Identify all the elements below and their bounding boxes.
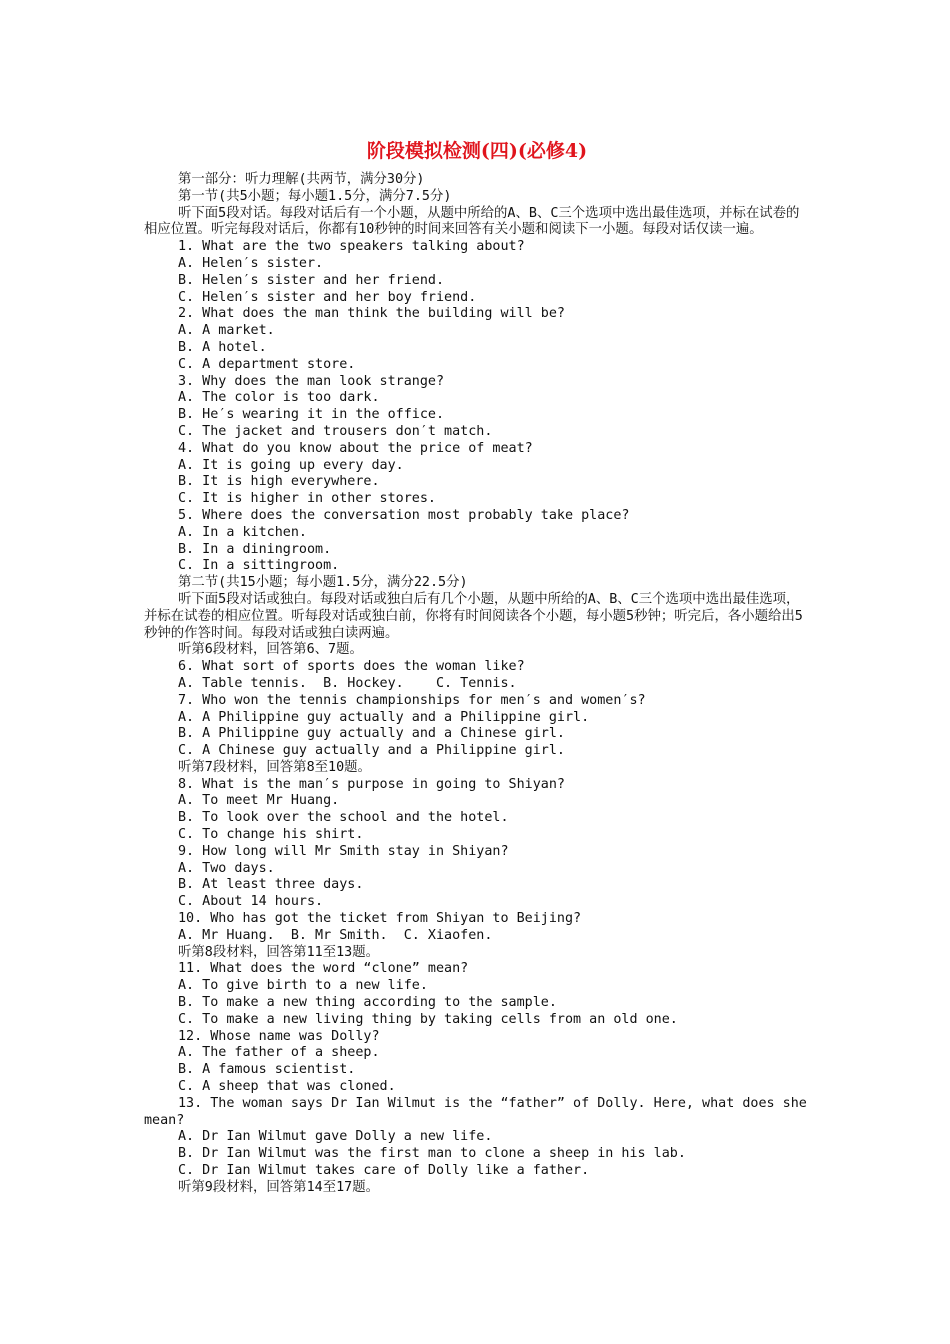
text-line: 10. Who has got the ticket from Shiyan to Beijing? xyxy=(178,911,582,927)
text-line: C. In a sittingroom. xyxy=(178,558,340,574)
text-line: C. The jacket and trousers don′t match. xyxy=(178,423,493,439)
text-line: 听第9段材料，回答第14至17题。 xyxy=(178,1179,379,1195)
text-line: 听下面5段对话。每段对话后有一个小题，从题中所给的A、B、C三个选项中选出最佳选项，并标在试卷的相应位置。听完每段对话后，你都有10秒钟的时间来回答有关小题和阅读下一小题。每段对话仅读一遍。 xyxy=(144,205,800,238)
text-line: A. In a kitchen. xyxy=(178,524,307,540)
document-page xyxy=(144,138,815,1197)
text-line: C. Dr Ian Wilmut takes care of Dolly like a father. xyxy=(178,1163,590,1179)
text-line: 听第7段材料，回答第8至10题。 xyxy=(178,759,371,775)
document-body xyxy=(144,172,815,1197)
text-line: 听第6段材料，回答第6、7题。 xyxy=(178,642,363,658)
text-line: 9. How long will Mr Smith stay in Shiyan? xyxy=(178,843,509,859)
text-line: C. To make a new living thing by taking cells from an old one. xyxy=(178,1011,678,1027)
text-line: 11. What does the word “clone” mean? xyxy=(178,961,469,977)
text-line: 1. What are the two speakers talking about? xyxy=(178,239,525,255)
page-title: 阶段模拟检测(四)(必修4) xyxy=(366,140,588,162)
text-line: 12. Whose name was Dolly? xyxy=(178,1028,380,1044)
text-line: A. It is going up every day. xyxy=(178,457,404,473)
text-line: A. Mr Huang. B. Mr Smith. C. Xiaofen. xyxy=(178,927,493,943)
text-line: B. To make a new thing according to the sample. xyxy=(178,995,557,1011)
text-line: C. It is higher in other stores. xyxy=(178,491,436,507)
text-line: 5. Where does the conversation most probably take place? xyxy=(178,507,630,523)
text-line: B. It is high everywhere. xyxy=(178,474,380,490)
text-line: 7. Who won the tennis championships for men′s and women′s? xyxy=(178,692,646,708)
text-line: 4. What do you know about the price of meat? xyxy=(178,440,533,456)
text-line: A. Helen′s sister. xyxy=(178,255,324,271)
text-line: 3. Why does the man look strange? xyxy=(178,373,445,389)
text-line: A. To give birth to a new life. xyxy=(178,978,428,994)
text-line: A. The father of a sheep. xyxy=(178,1045,380,1061)
text-line: 2. What does the man think the building will be? xyxy=(178,306,565,322)
text-line: C. A department store. xyxy=(178,356,356,372)
text-line: A. Table tennis. B. Hockey. C. Tennis. xyxy=(178,675,517,691)
text-line: 第一节(共5小题；每小题1.5分，满分7.5分) xyxy=(178,188,452,204)
text-line: B. Dr Ian Wilmut was the first man to clone a sheep in his lab. xyxy=(178,1146,686,1162)
text-line: A. The color is too dark. xyxy=(178,390,380,406)
text-line: C. A Chinese guy actually and a Philippine girl. xyxy=(178,743,565,759)
text-line: C. To change his shirt. xyxy=(178,827,364,843)
text-line: B. A hotel. xyxy=(178,339,267,355)
text-line: A. Two days. xyxy=(178,860,275,876)
text-line: 听下面5段对话或独白。每段对话或独白后有几个小题，从题中所给的A、B、C三个选项中选出最佳选项，并标在试卷的相应位置。听每段对话或独白前，你将有时间阅读各个小题，每小题5秒钟；听完后，各小题给出5秒钟的作答时间。每段对话或独白读两遍。 xyxy=(144,591,803,641)
text-line: A. To meet Mr Huang. xyxy=(178,793,340,809)
text-line: 第二节(共15小题；每小题1.5分，满分22.5分) xyxy=(178,575,468,591)
text-line: B. A famous scientist. xyxy=(178,1062,356,1078)
text-line: B. To look over the school and the hotel. xyxy=(178,810,509,826)
text-line: 听第8段材料，回答第11至13题。 xyxy=(178,944,379,960)
text-line: 6. What sort of sports does the woman like? xyxy=(178,659,525,675)
text-line: B. At least three days. xyxy=(178,877,364,893)
text-line: 13. The woman says Dr Ian Wilmut is the “father” of Dolly. Here, what does she mean? xyxy=(144,1095,815,1128)
text-line: A. A market. xyxy=(178,323,275,339)
text-line: C. Helen′s sister and her boy friend. xyxy=(178,289,477,305)
text-line: C. About 14 hours. xyxy=(178,894,324,910)
text-line: B. Helen′s sister and her friend. xyxy=(178,272,445,288)
text-line: B. He′s wearing it in the office. xyxy=(178,407,445,423)
text-line: A. A Philippine guy actually and a Philippine girl. xyxy=(178,709,590,725)
text-line: A. Dr Ian Wilmut gave Dolly a new life. xyxy=(178,1129,493,1145)
text-line: B. In a diningroom. xyxy=(178,541,332,557)
text-line: 8. What is the man′s purpose in going to Shiyan? xyxy=(178,776,565,792)
text-line: 第一部分：听力理解(共两节，满分30分) xyxy=(178,172,425,187)
text-line: C. A sheep that was cloned. xyxy=(178,1079,396,1095)
text-line: B. A Philippine guy actually and a Chinese girl. xyxy=(178,726,565,742)
